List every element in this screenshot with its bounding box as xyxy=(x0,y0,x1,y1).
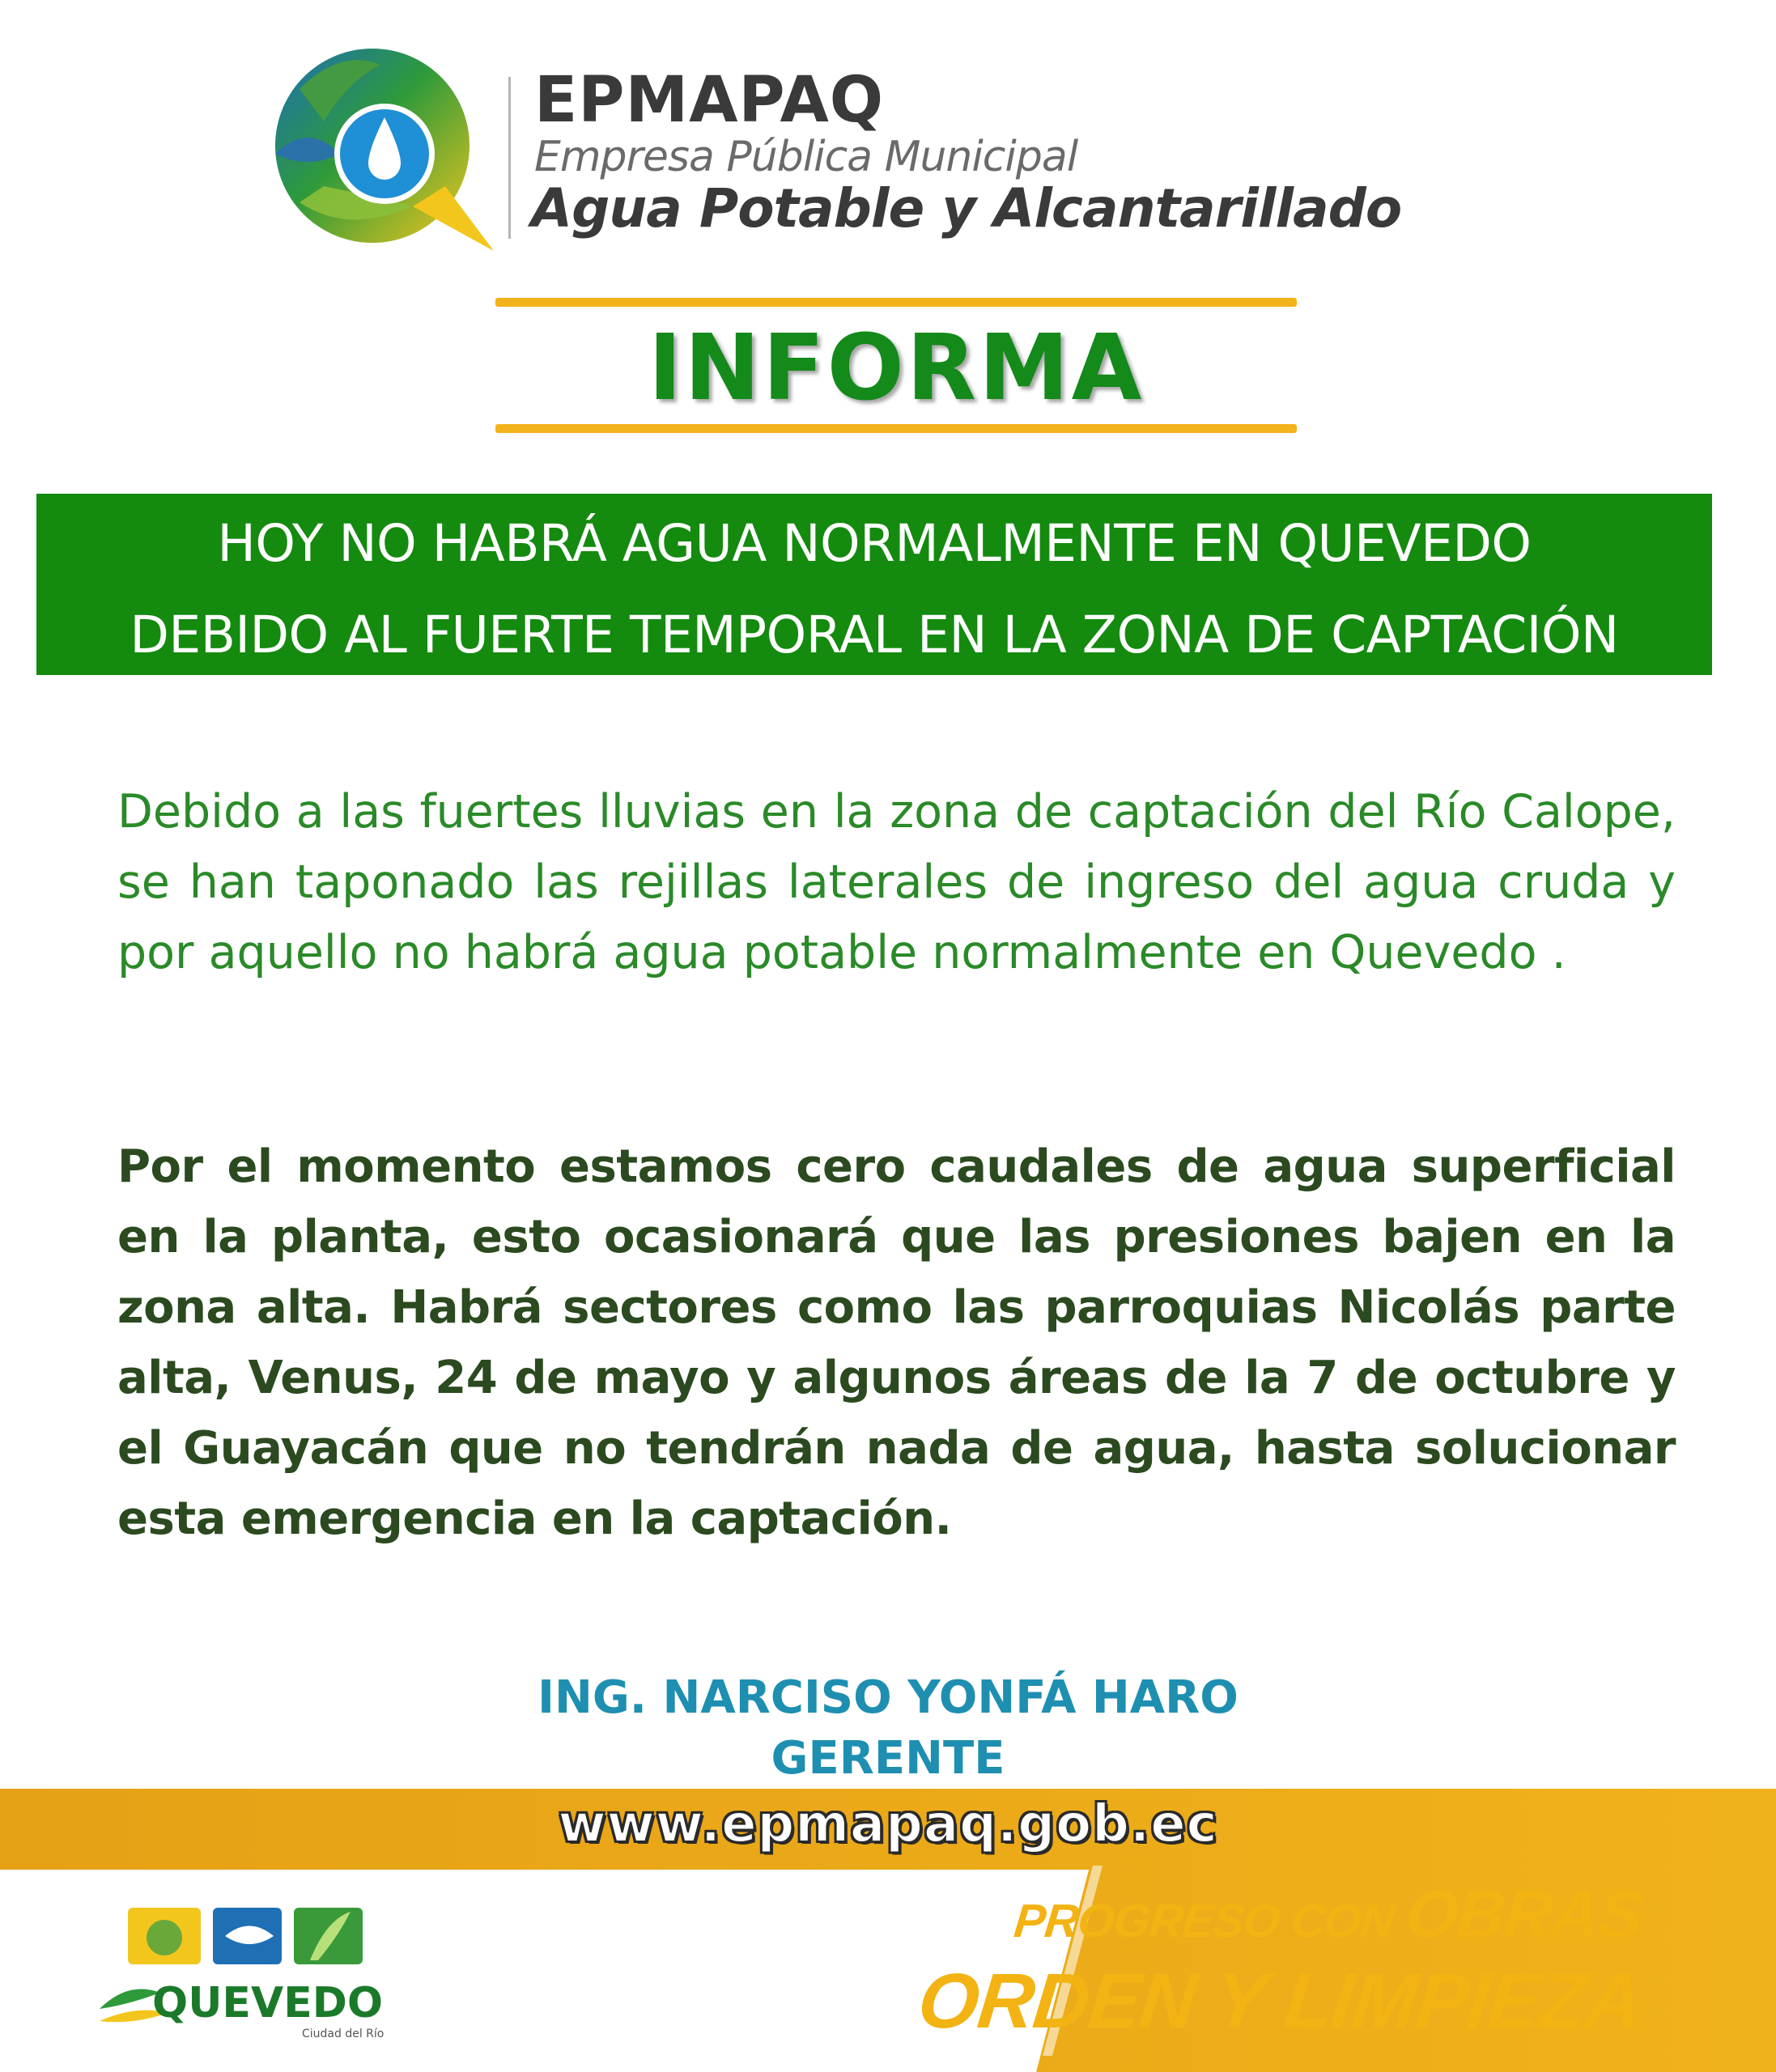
org-subtitle: Empresa Pública Municipal xyxy=(534,133,1078,181)
quevedo-logo-text: QUEVEDO xyxy=(152,1979,384,2027)
signature-name: ING. NARCISO YONFÁ HARO xyxy=(537,1671,1239,1724)
slogan-line-1 xyxy=(1011,1878,1646,1951)
body-paragraph-2: Por el momento estamos cero caudales de agua superficial en la planta, esto ocasionará que las presiones bajen en la zona alta. Habrá sectores como las parroquias Nicolás parte alta, Venus, 24 de mayo y algunos áreas de la 7 de octubre y el Guayacán que no tendrán nada de agua, hasta solucionar esta emergencia en la captación. xyxy=(117,1140,1676,1545)
body-paragraph-1: Debido a las fuertes lluvias en la zona de captación del Río Calope, se han taponado las rejillas laterales de ingreso del agua cruda y por aquello no habrá agua potable normalmente en Quevedo . xyxy=(117,785,1676,979)
signature-title: GERENTE xyxy=(771,1732,1005,1785)
org-acronym: EPMAPAQ xyxy=(534,64,885,137)
slogan-big: OBRAS xyxy=(1402,1878,1646,1951)
headline-line-2: DEBIDO AL FUERTE TEMPORAL EN LA ZONA DE CAPTACIÓN xyxy=(130,605,1619,664)
gold-divider-top xyxy=(495,298,1297,307)
org-name: Agua Potable y Alcantarillado xyxy=(531,177,1402,240)
website-url: www.epmapaq.gob.ec xyxy=(558,1794,1218,1854)
headline-box xyxy=(36,494,1712,675)
logo-divider xyxy=(508,77,511,239)
quevedo-logo-tagline: Ciudad del Río xyxy=(302,2027,385,2040)
quevedo-city-logo xyxy=(96,1904,419,2045)
slogan-small: PROGRESO CON xyxy=(1011,1895,1408,1947)
gold-divider-bottom xyxy=(495,424,1297,433)
informa-heading: INFORMA xyxy=(648,316,1145,421)
slogan-line-2: ORDEN Y LIMPIEZA xyxy=(914,1958,1646,2044)
epmapaq-logo-emblem xyxy=(251,32,510,259)
headline-line-1: HOY NO HABRÁ AGUA NORMALMENTE EN QUEVEDO xyxy=(217,514,1532,573)
